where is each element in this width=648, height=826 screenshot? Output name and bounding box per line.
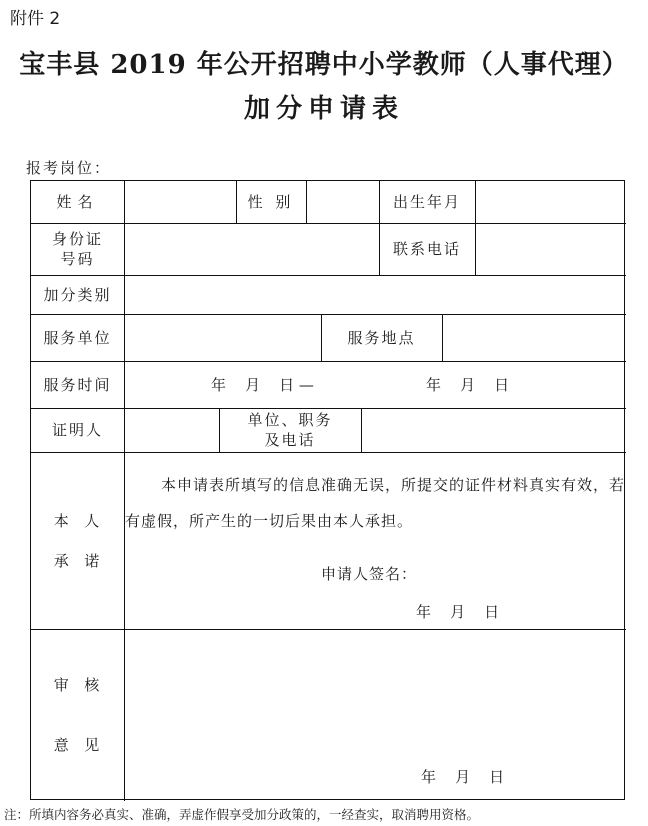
col-divider — [361, 408, 362, 452]
service-time-to: 年 月 日 — [426, 376, 510, 394]
review-label-line2: 意 见 — [53, 736, 102, 754]
attachment-label: 附件 2 — [10, 9, 61, 29]
promise-text: 本申请表所填写的信息准确无误，所提交的证件材料真实有效，若有虚假，所产生的一切后果由本人承担。 — [125, 476, 626, 530]
page-title: 宝丰县 2019 年公开招聘中小学教师（人事代理） — [19, 50, 629, 80]
review-date: 年 月 日 — [421, 768, 505, 786]
birth-date-label: 出生年月 — [392, 193, 461, 211]
id-label-line1: 身份证 — [51, 230, 103, 248]
phone-label: 联系电话 — [392, 240, 461, 258]
id-label-line2: 号码 — [60, 250, 95, 268]
service-time-from: 年 月 日 — — [211, 376, 314, 394]
name-label: 姓名 — [56, 193, 99, 211]
service-time-label: 服务时间 — [43, 375, 112, 394]
promise-label-line2: 承 诺 — [53, 551, 102, 570]
review-label-line1: 审 核 — [53, 676, 102, 694]
col-divider — [475, 181, 476, 275]
promise-date: 年 月 日 — [416, 603, 500, 621]
col-divider — [442, 314, 443, 361]
bonus-type-label: 加分类别 — [43, 285, 112, 304]
signature-label: 申请人签名： — [321, 565, 418, 583]
application-form-table — [30, 180, 625, 800]
promise-label — [31, 452, 124, 629]
service-unit-label: 服务单位 — [43, 328, 112, 347]
unit-post-phone-label — [219, 408, 361, 452]
witness-label: 证明人 — [51, 421, 103, 439]
service-location-label: 服务地点 — [347, 328, 416, 347]
unit-post-line1: 单位、职务 — [247, 411, 333, 429]
col-divider — [306, 181, 307, 223]
review-label — [31, 629, 124, 801]
footer-note: 注：所填内容务必真实、准确，弄虚作假享受加分政策的，一经查实，取消聘用资格。 — [4, 807, 480, 822]
post-label: 报考岗位： — [26, 159, 112, 177]
promise-label-line1: 本 人 — [53, 511, 102, 530]
id-number-label — [31, 223, 124, 275]
page-subtitle: 加分申请表 — [243, 94, 404, 124]
unit-post-line2: 及电话 — [264, 431, 316, 449]
gender-label: 性 别 — [247, 193, 295, 211]
